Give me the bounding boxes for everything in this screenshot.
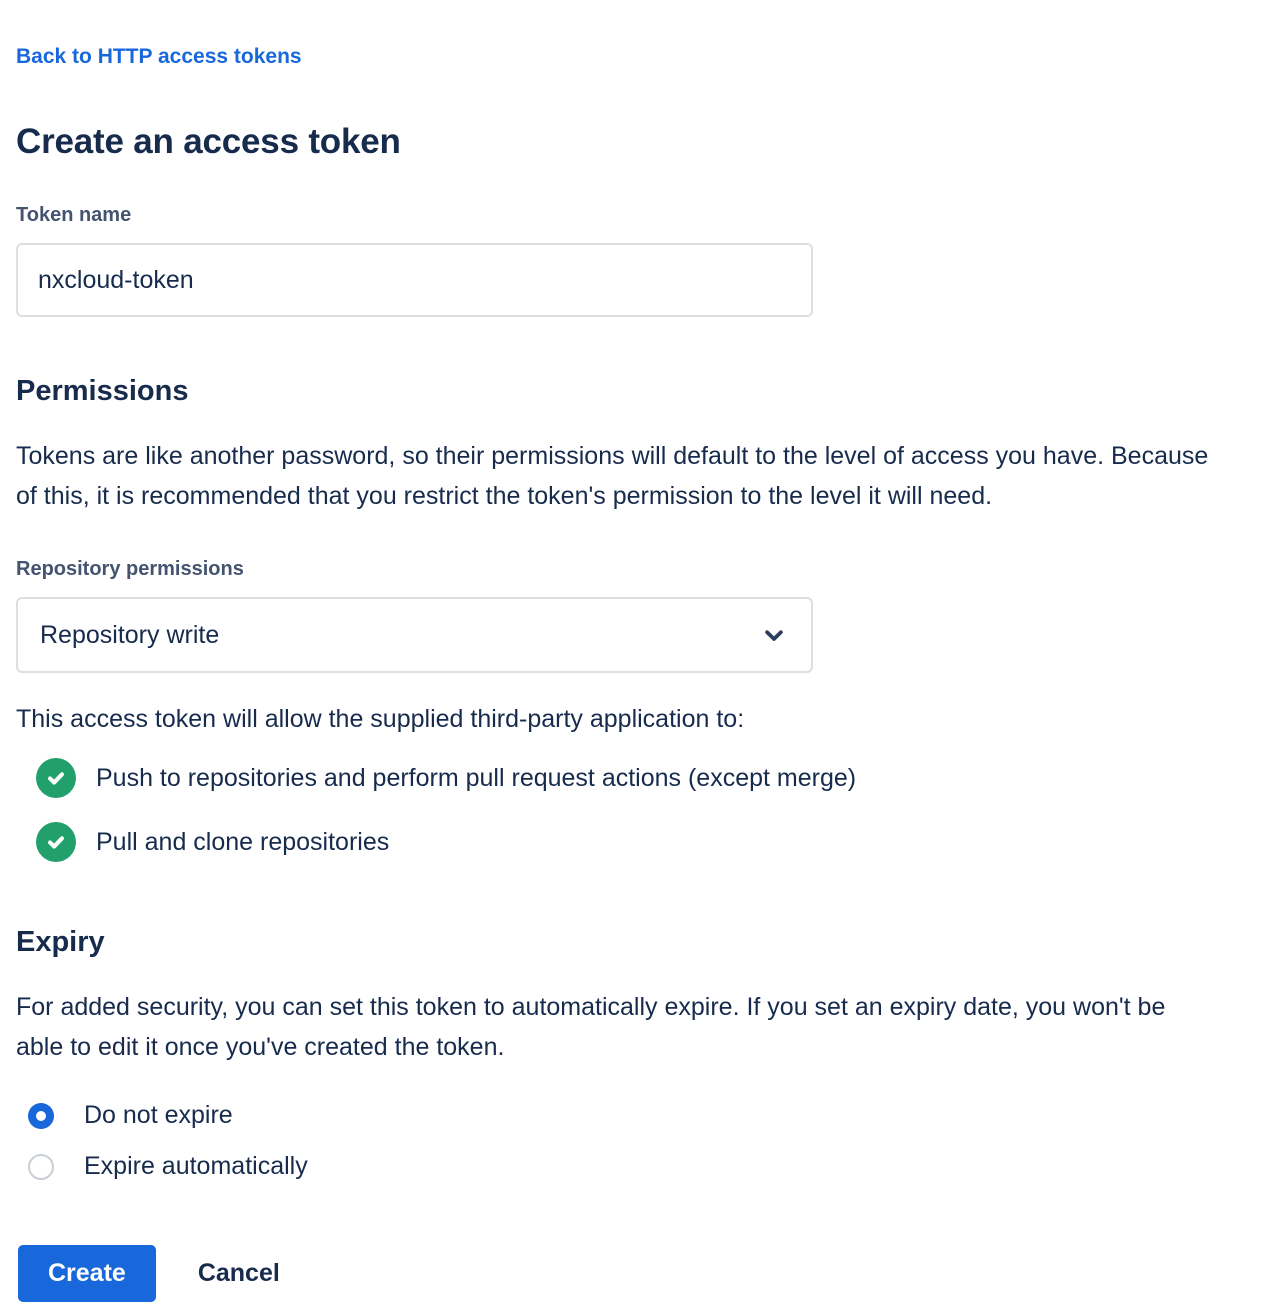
allow-item-pull — [16, 822, 1258, 862]
radio-expire-automatically-label: Expire automatically — [84, 1152, 308, 1180]
create-button[interactable]: Create — [18, 1245, 156, 1302]
radio-expire-automatically[interactable] — [16, 1152, 1258, 1181]
token-name-input[interactable] — [16, 243, 813, 317]
allow-intro-text: This access token will allow the supplied third-party application to: — [16, 705, 745, 733]
allow-item-label: Push to repositories and perform pull request actions (except merge) — [96, 763, 857, 792]
repository-permissions-select[interactable] — [16, 597, 813, 673]
repository-permissions-selected-value: Repository write — [40, 620, 220, 649]
expiry-radio-group — [16, 1101, 1258, 1181]
allow-item-label: Pull and clone repositories — [96, 827, 390, 856]
check-circle-icon — [36, 822, 76, 862]
radio-unselected-icon[interactable] — [28, 1154, 54, 1180]
page-title: Create an access token — [16, 122, 401, 161]
expiry-heading: Expiry — [16, 926, 105, 958]
allow-item-push — [16, 758, 1258, 798]
radio-selected-icon[interactable] — [28, 1103, 54, 1129]
repository-permissions-label: Repository permissions — [16, 558, 244, 580]
chevron-down-icon — [759, 620, 789, 650]
radio-do-not-expire[interactable] — [16, 1101, 1258, 1130]
check-circle-icon — [36, 758, 76, 798]
permissions-description: Tokens are like another password, so their permissions will default to the level of access you have. Because of this, it is recommended that you restrict the token's permission to the level it will need. — [16, 442, 1209, 510]
cancel-button[interactable]: Cancel — [197, 1259, 280, 1287]
token-name-label: Token name — [16, 204, 132, 226]
expiry-description: For added security, you can set this token to automatically expire. If you set an expiry date, you won't be able to edit it once you've created the token. — [16, 993, 1166, 1061]
permissions-heading: Permissions — [16, 375, 189, 407]
back-to-http-access-tokens-link[interactable]: Back to HTTP access tokens — [16, 45, 302, 68]
radio-do-not-expire-label: Do not expire — [84, 1101, 233, 1129]
allow-list — [16, 758, 1258, 862]
form-actions — [16, 1245, 1258, 1302]
